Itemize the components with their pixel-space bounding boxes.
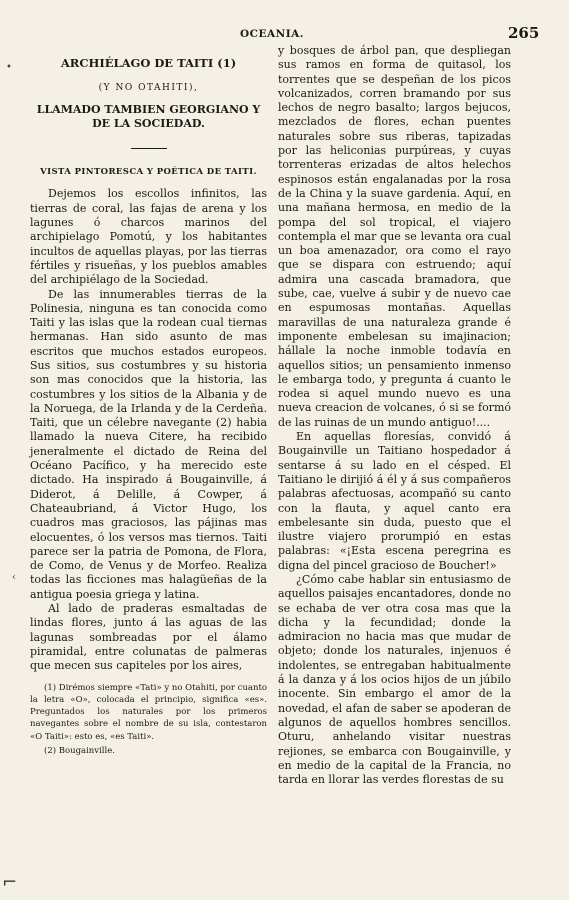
paragraph: y bosques de árbol pan, que despliegan sus ramos en forma de quitasol, los torrentes que se despeñan de los picos volcanizados, corren bramando por sus lechos de negro basalto; largos bejucos, mezclados de flores, echan puentes naturales sobre sus riberas, tapizadas por las heliconias purpúreas, y cuyas torrenteras erizadas de altos helechos espinosos están engalanadas por la rosa de la China y la suave gardenia. Aquí, en una mañana hermosa, en medio de la pompa del sol tropical, el viajero contempla el mar que se levanta ora cual un boa amenazador, ora como el rayo que se dispara con estruendo; aquí admira una cascada bramadora, que sube, cae, vuelve á subir y de nuevo cae en espumosas montañas. Aquellas maravillas de una naturaleza grande é imponente embelesan su imajinacion; hállale la noche inmoble todavía en aquellos sitios; un pensamiento inmenso le embarga todo, y pregunta á cuanto le rodea si aquel mundo nuevo es una nueva creacion de volcanes, ó si se formó de las ruinas de un mundo antiguo!.... <box>278 44 511 429</box>
section-title: VISTA PINTORESCA Y POÉTICA DE TAITI. <box>40 167 257 178</box>
paragraph: Dejemos los escollos infinitos, las tierras de coral, las fajas de arena y los lagunes ó charcos marinos del archipielago Pomotú, y los habitantes incultos de aquellas playas, por las tierras fértiles y risueñas, y los pueblos amables del archipiélago de la Sociedad. <box>30 187 267 287</box>
chapter-subtitle: (Y NO OTAHITI), <box>98 82 199 93</box>
paragraph: Al lado de praderas esmaltadas de lindas flores, junto á las aguas de las lagunas sombreadas por el álamo piramidal, entre colunatas de palmeras que mecen sus capiteles por los aires, <box>30 602 267 673</box>
footnote-separator <box>30 674 267 682</box>
page-edge-fragment: ⌐ <box>2 872 18 893</box>
right-column <box>278 44 511 787</box>
page-number: 265 <box>508 24 540 42</box>
left-column <box>30 44 267 759</box>
footnote: (2) Bougainville. <box>44 746 115 757</box>
paragraph: ¿Cómo cabe hablar sin entusiasmo de aquellos paisajes encantadores, donde no se echaba de ver otra cosa mas que la dicha y la fecundidad; donde la admiracion no hacia mas que mudar de objeto; donde los naturales, injenuos é indolentes, se entregaban habitualmente á la danza y á los ocios hijos de un júbilo inocente. Sin embargo el amor de la novedad, el afan de saber se apoderan de algunos de aquellos hombres sencillos. Oturu, anhelando visitar nuestras rejiones, se embarca con Bougainville, y en medio de la capital de la Francia, no tarda en llorar las verdes florestas de su <box>278 572 511 787</box>
paragraph: En aquellas floresías, convidó á Bougainville un Taitiano hospedador á sentarse á su lado en el césped. El Taitiano le dirijió á él y á sus compañeros palabras afectuosas, acompañó su canto con la flauta, y aquel canto era embelesante sin duda, puesto que el ilustre viajero prorumpió en estas palabras: «¡Esta escena peregrina es digna del pincel gracioso de Boucher!» <box>278 430 511 572</box>
chapter-subtitle-2: LLAMADO TAMBIEN GEORGIANO Y DE LA SOCIEDAD. <box>36 102 261 130</box>
section-divider <box>131 148 167 149</box>
chapter-title: ARCHIÉLAGO DE TAITI (1) <box>60 56 237 70</box>
page-header <box>0 24 569 46</box>
footnote: (1) Dirémos siempre «Tati» y no Otahiti, por cuanto la letra «O», colocada el principio, significa «es». Preguntados los naturales por los primeros navegantes sobre el nombre de su isla, contestaron «O Taiti»: esto es, «es Taiti». <box>30 682 267 742</box>
margin-dot: • <box>6 62 12 73</box>
running-head: OCEANIA. <box>240 28 304 40</box>
margin-mark-left: ‹ <box>12 572 16 583</box>
paragraph: De las innumerables tierras de la Polinesia, ninguna es tan conocida como Taiti y las islas que la rodean cual tiernas hermanas. Han sido asunto de mas escritos que muchos estados europeos. Sus sitios, sus costumbres y su historia son mas conocidos que la historia, las costumbres y los sitios de la Albania y de la Noruega, de la Irlanda y de la Cerdeña. Taiti, que un célebre navegante (2) habia llamado la nueva Citere, ha recibido jeneralmente el dictado de Reina del Océano Pacífico, y ha merecido este dictado. Ha inspirado á Bougainville, á Diderot, á Delille, á Cowper, á Chateaubriand, á Victor Hugo, los cuadros mas graciosos, las pájinas mas elocuentes, ó los versos mas tiernos. Taiti parece ser la patria de Pomona, de Flora, de Como, de Venus y de Morfeo. Realiza todas las ficciones mas halagüeñas de la antigua poesia griega y latina. <box>30 287 267 601</box>
